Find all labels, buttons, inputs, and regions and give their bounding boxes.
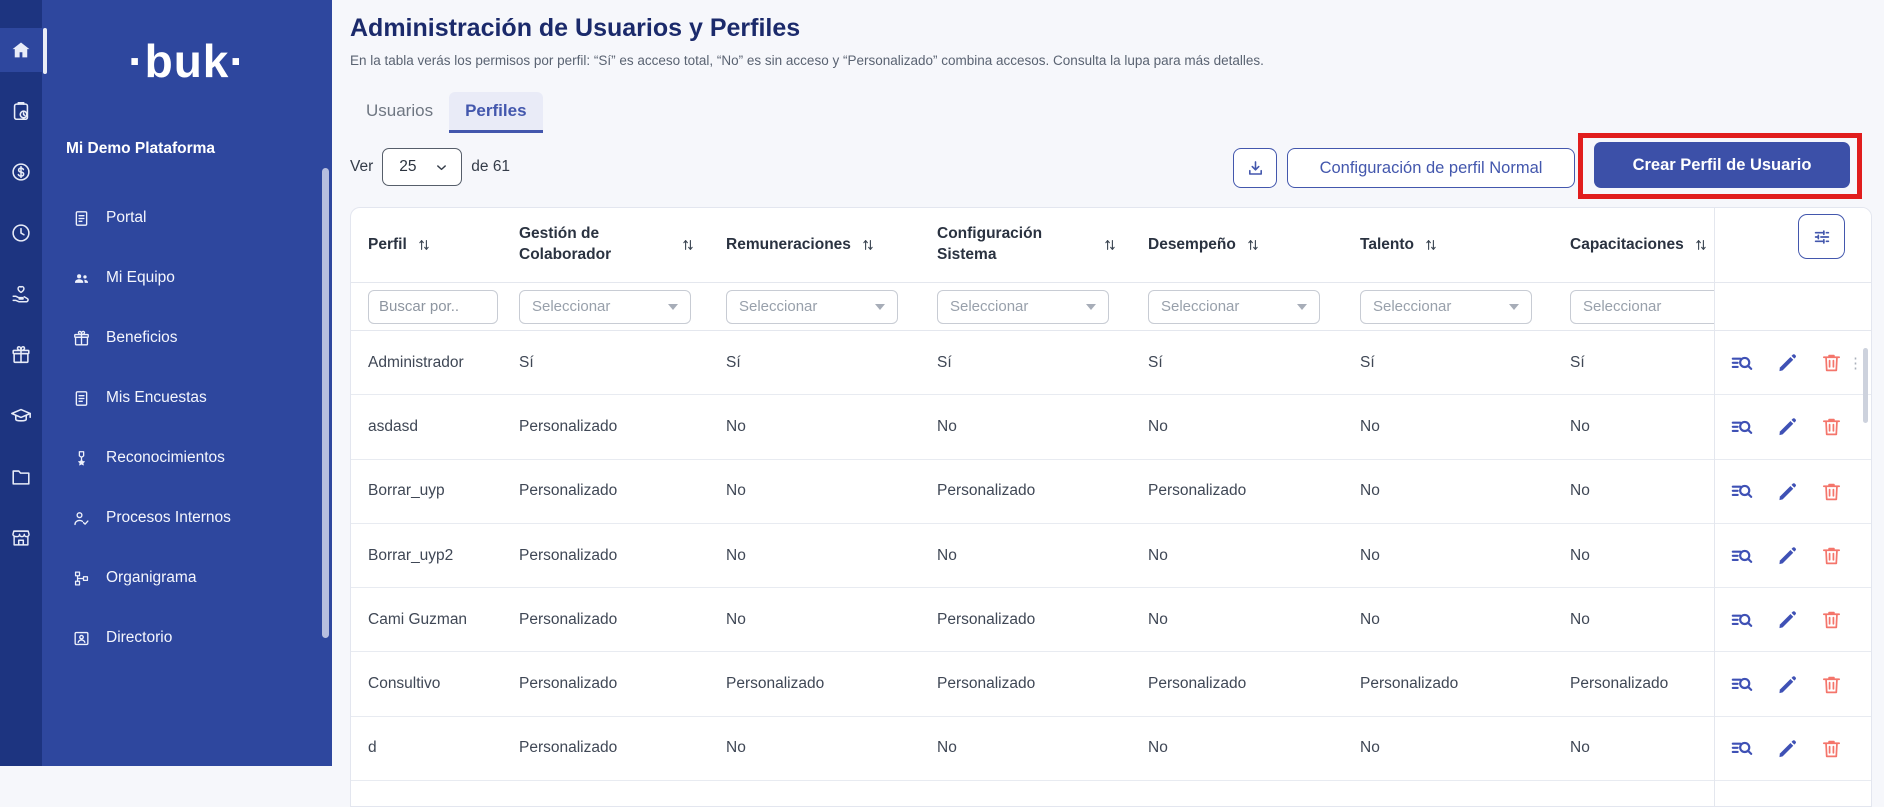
permission-cell: No [1360, 546, 1380, 564]
rail-item-folder[interactable] [0, 455, 42, 499]
total-label: de 61 [471, 158, 511, 175]
filter-select-4[interactable] [1148, 290, 1320, 324]
caret-down-icon [1509, 304, 1519, 310]
sort-icon[interactable] [1245, 237, 1261, 253]
filter-select-placeholder: Seleccionar [950, 298, 1029, 315]
column-header-5 [1360, 208, 1570, 282]
delete-icon [1820, 480, 1843, 503]
sort-icon[interactable] [416, 237, 432, 253]
row-actions [1715, 395, 1871, 459]
detail-search-icon [1729, 735, 1755, 761]
permission-cell: No [1148, 546, 1168, 564]
delete-profile-button[interactable] [1820, 415, 1843, 438]
sidebar-item-portal[interactable] [42, 188, 332, 248]
profile-name-cell: Borrar_uyp [368, 482, 445, 500]
permission-cell: Sí [726, 353, 741, 371]
id-card-icon [72, 629, 91, 648]
gift-icon [10, 344, 32, 366]
tab-usuarios[interactable]: Usuarios [366, 101, 434, 120]
sort-icon[interactable] [1423, 237, 1439, 253]
rail-item-dollar-circle[interactable] [0, 150, 42, 194]
table-row [351, 652, 1871, 716]
rail-item-home[interactable] [0, 28, 42, 72]
delete-profile-button[interactable] [1820, 673, 1843, 696]
row-actions [1715, 524, 1871, 588]
permission-cell: Personalizado [519, 546, 618, 564]
column-header-perfil [368, 208, 519, 282]
edit-profile-button[interactable] [1776, 544, 1799, 567]
permission-cell: No [1570, 482, 1590, 500]
edit-icon [1776, 608, 1799, 631]
sidebar-item-mis-encuestas[interactable] [42, 368, 332, 428]
permission-cell: Personalizado [937, 610, 1036, 628]
workspace-name: Mi Demo Plataforma [66, 140, 216, 157]
profile-name-cell: asdasd [368, 417, 418, 435]
sidebar-item-label: Mi Equipo [106, 269, 175, 286]
sort-icon[interactable] [860, 237, 876, 253]
column-label: Talento [1360, 235, 1414, 253]
caret-down-icon [1086, 304, 1096, 310]
view-details-button[interactable] [1729, 350, 1755, 376]
delete-profile-button[interactable] [1820, 480, 1843, 503]
permission-cell: Personalizado [1148, 675, 1247, 693]
profile-name-cell: Consultivo [368, 675, 441, 693]
sidebar-item-reconocimientos[interactable] [42, 428, 332, 488]
column-settings-button[interactable] [1798, 214, 1845, 259]
sidebar-item-label: Portal [106, 209, 147, 226]
row-drag-handle[interactable]: ⋮ [1848, 354, 1863, 372]
permission-cell: No [726, 546, 746, 564]
permission-cell: Personalizado [519, 675, 618, 693]
sort-icon[interactable] [680, 237, 696, 253]
detail-search-icon [1729, 543, 1755, 569]
row-actions [1715, 460, 1871, 524]
permission-cell: No [1360, 482, 1380, 500]
create-profile-button[interactable]: Crear Perfil de Usuario [1594, 142, 1850, 188]
sidebar-item-label: Reconocimientos [106, 449, 225, 466]
delete-profile-button[interactable] [1820, 737, 1843, 760]
page-subtitle: En la tabla verás los permisos por perfil: “Sí” es acceso total, “No” es sin acceso y “Personalizado” combina accesos. Consulta la lupa para más detalles. [350, 53, 1264, 68]
permission-cell: Sí [937, 353, 952, 371]
table-row [351, 524, 1871, 588]
rail-item-gift[interactable] [0, 333, 42, 377]
delete-icon [1820, 351, 1843, 374]
home-icon [10, 39, 32, 61]
rail-item-graduation-cap[interactable] [0, 394, 42, 438]
filter-select-2[interactable] [726, 290, 898, 324]
table-row [351, 588, 1871, 652]
tab-perfiles[interactable]: Perfiles [449, 92, 542, 133]
profile-name-cell: d [368, 739, 377, 757]
rail-item-clipboard-clock[interactable] [0, 89, 42, 133]
document-icon [72, 209, 91, 228]
permission-cell: No [726, 417, 746, 435]
download-button[interactable] [1233, 148, 1277, 188]
permission-cell: Sí [1570, 353, 1585, 371]
view-details-button[interactable] [1729, 735, 1755, 761]
permission-cell: No [726, 739, 746, 757]
filter-select-3[interactable] [937, 290, 1109, 324]
filter-select-placeholder: Seleccionar [1583, 298, 1662, 315]
page-size-select[interactable] [382, 148, 462, 186]
caret-down-icon [1297, 304, 1307, 310]
delete-profile-button[interactable] [1820, 608, 1843, 631]
profile-name-cell: Administrador [368, 353, 464, 371]
page-title: Administración de Usuarios y Perfiles [350, 14, 801, 42]
permission-cell: No [1360, 610, 1380, 628]
sliders-icon [1811, 226, 1833, 248]
icon-rail [0, 0, 42, 766]
actions-filter-spacer [1715, 283, 1871, 331]
row-actions [1715, 331, 1871, 395]
gift-icon [72, 329, 91, 348]
download-icon [1245, 158, 1266, 179]
sidebar-item-label: Directorio [106, 629, 173, 646]
edit-profile-button[interactable] [1776, 351, 1799, 374]
table-filter-row [351, 283, 1871, 331]
permission-cell: No [1570, 739, 1590, 757]
edit-icon [1776, 480, 1799, 503]
sidebar-item-directorio[interactable] [42, 608, 332, 668]
edit-icon [1776, 737, 1799, 760]
delete-profile-button[interactable] [1820, 544, 1843, 567]
main-content [332, 0, 1884, 766]
detail-search-icon [1729, 478, 1755, 504]
sidebar-item-mi-equipo[interactable] [42, 248, 332, 308]
edit-icon [1776, 544, 1799, 567]
edit-profile-button[interactable] [1776, 608, 1799, 631]
permission-cell: Sí [1148, 353, 1163, 371]
page-size-value: 25 [399, 158, 417, 175]
filter-select-placeholder: Seleccionar [532, 298, 611, 315]
permission-cell: Personalizado [1360, 675, 1459, 693]
ver-label: Ver [350, 158, 374, 175]
sidebar-item-label: Beneficios [106, 329, 178, 346]
sidebar [42, 0, 332, 766]
permission-cell: No [726, 610, 746, 628]
filter-select-placeholder: Seleccionar [1161, 298, 1240, 315]
permission-cell: No [1148, 417, 1168, 435]
table-vertical-scrollbar[interactable] [1863, 348, 1868, 423]
permission-cell: Personalizado [937, 675, 1036, 693]
permission-cell: Personalizado [519, 739, 618, 757]
rail-active-indicator [43, 28, 47, 74]
actions-column [1714, 208, 1871, 806]
chevron-down-icon [434, 160, 449, 175]
caret-down-icon [668, 304, 678, 310]
row-actions [1715, 717, 1871, 781]
delete-profile-button[interactable] [1820, 351, 1843, 374]
sidebar-item-label: Procesos Internos [106, 509, 231, 526]
delete-icon [1820, 737, 1843, 760]
table-row [351, 460, 1871, 524]
table-body [351, 331, 1871, 781]
permission-cell: Sí [519, 353, 534, 371]
permission-cell: Personalizado [519, 482, 618, 500]
sidebar-item-organigrama[interactable] [42, 548, 332, 608]
survey-icon [72, 389, 91, 408]
delete-icon [1820, 415, 1843, 438]
view-details-button[interactable] [1729, 671, 1755, 697]
permission-cell: No [1570, 417, 1590, 435]
detail-search-icon [1729, 414, 1755, 440]
clipboard-clock-icon [10, 100, 32, 122]
buk-logo: ·buk· [128, 35, 246, 87]
permission-cell: No [937, 739, 957, 757]
filter-select-placeholder: Seleccionar [739, 298, 818, 315]
config-profile-button[interactable]: Configuración de perfil Normal [1287, 148, 1575, 188]
edit-profile-button[interactable] [1776, 673, 1799, 696]
edit-icon [1776, 673, 1799, 696]
column-header-3 [937, 208, 1148, 282]
sidebar-item-beneficios[interactable] [42, 308, 332, 368]
view-details-button[interactable] [1729, 414, 1755, 440]
permission-cell: No [1360, 417, 1380, 435]
row-actions [1715, 588, 1871, 652]
table-header-row [351, 208, 1871, 283]
permission-cell: Personalizado [1570, 675, 1669, 693]
row-actions [1715, 652, 1871, 716]
permission-cell: No [1360, 739, 1380, 757]
edit-profile-button[interactable] [1776, 737, 1799, 760]
dollar-circle-icon [10, 161, 32, 183]
profile-name-cell: Borrar_uyp2 [368, 546, 454, 564]
view-details-button[interactable] [1729, 607, 1755, 633]
clock-icon [10, 222, 32, 244]
permission-cell: Personalizado [726, 675, 825, 693]
permission-cell: Sí [1360, 353, 1375, 371]
edit-profile-button[interactable] [1776, 415, 1799, 438]
sort-icon[interactable] [1693, 237, 1709, 253]
sidebar-menu [42, 188, 332, 668]
column-label: Configuración Sistema [937, 225, 1043, 263]
hand-heart-icon [10, 283, 32, 305]
permission-cell: Personalizado [519, 417, 618, 435]
table-row [351, 717, 1871, 781]
column-label: Remuneraciones [726, 235, 851, 253]
permission-cell: No [1570, 610, 1590, 628]
actions-header [1715, 208, 1871, 283]
permission-cell: No [1148, 610, 1168, 628]
permission-cell: No [1570, 546, 1590, 564]
rail-item-storefront[interactable] [0, 516, 42, 560]
sort-icon[interactable] [1102, 237, 1118, 253]
orgchart-icon [72, 569, 91, 588]
storefront-icon [10, 527, 32, 549]
profiles-table-card [350, 207, 1872, 807]
column-label: Gestión de Colaborador [519, 225, 612, 263]
delete-icon [1820, 608, 1843, 631]
column-label: Perfil [368, 235, 407, 253]
folder-icon [10, 466, 32, 488]
sidebar-scrollbar[interactable] [322, 168, 329, 638]
delete-icon [1820, 673, 1843, 696]
profile-search-input[interactable] [368, 290, 498, 324]
column-header-1 [519, 208, 726, 282]
permission-cell: No [1148, 739, 1168, 757]
filter-select-placeholder: Seleccionar [1373, 298, 1452, 315]
delete-icon [1820, 544, 1843, 567]
permission-cell: Personalizado [519, 610, 618, 628]
permission-cell: No [726, 482, 746, 500]
permission-cell: No [937, 417, 957, 435]
edit-profile-button[interactable] [1776, 480, 1799, 503]
column-header-2 [726, 208, 937, 282]
graduation-cap-icon [10, 405, 32, 427]
filter-select-5[interactable] [1360, 290, 1532, 324]
table-row [351, 331, 1871, 395]
detail-search-icon [1729, 607, 1755, 633]
permission-cell: No [937, 546, 957, 564]
caret-down-icon [875, 304, 885, 310]
detail-search-icon [1729, 671, 1755, 697]
medal-icon [72, 449, 91, 468]
filter-select-1[interactable] [519, 290, 691, 324]
column-label: Desempeño [1148, 235, 1236, 253]
rail-item-hand-heart[interactable] [0, 272, 42, 316]
view-details-button[interactable] [1729, 543, 1755, 569]
sidebar-item-procesos-internos[interactable] [42, 488, 332, 548]
sidebar-item-label: Organigrama [106, 569, 197, 586]
edit-icon [1776, 351, 1799, 374]
tab-bar [350, 92, 543, 133]
action-rows [1715, 331, 1871, 781]
column-header-4 [1148, 208, 1360, 282]
view-details-button[interactable] [1729, 478, 1755, 504]
table-row [351, 395, 1871, 459]
profile-name-cell: Cami Guzman [368, 610, 468, 628]
permission-cell: Personalizado [937, 482, 1036, 500]
permission-cell: Personalizado [1148, 482, 1247, 500]
edit-icon [1776, 415, 1799, 438]
page-size-group [350, 147, 510, 187]
person-check-icon [72, 509, 91, 528]
column-label: Capacitaciones [1570, 235, 1684, 253]
team-icon [72, 269, 91, 288]
detail-search-icon [1729, 350, 1755, 376]
rail-item-clock[interactable] [0, 211, 42, 255]
sidebar-item-label: Mis Encuestas [106, 389, 207, 406]
